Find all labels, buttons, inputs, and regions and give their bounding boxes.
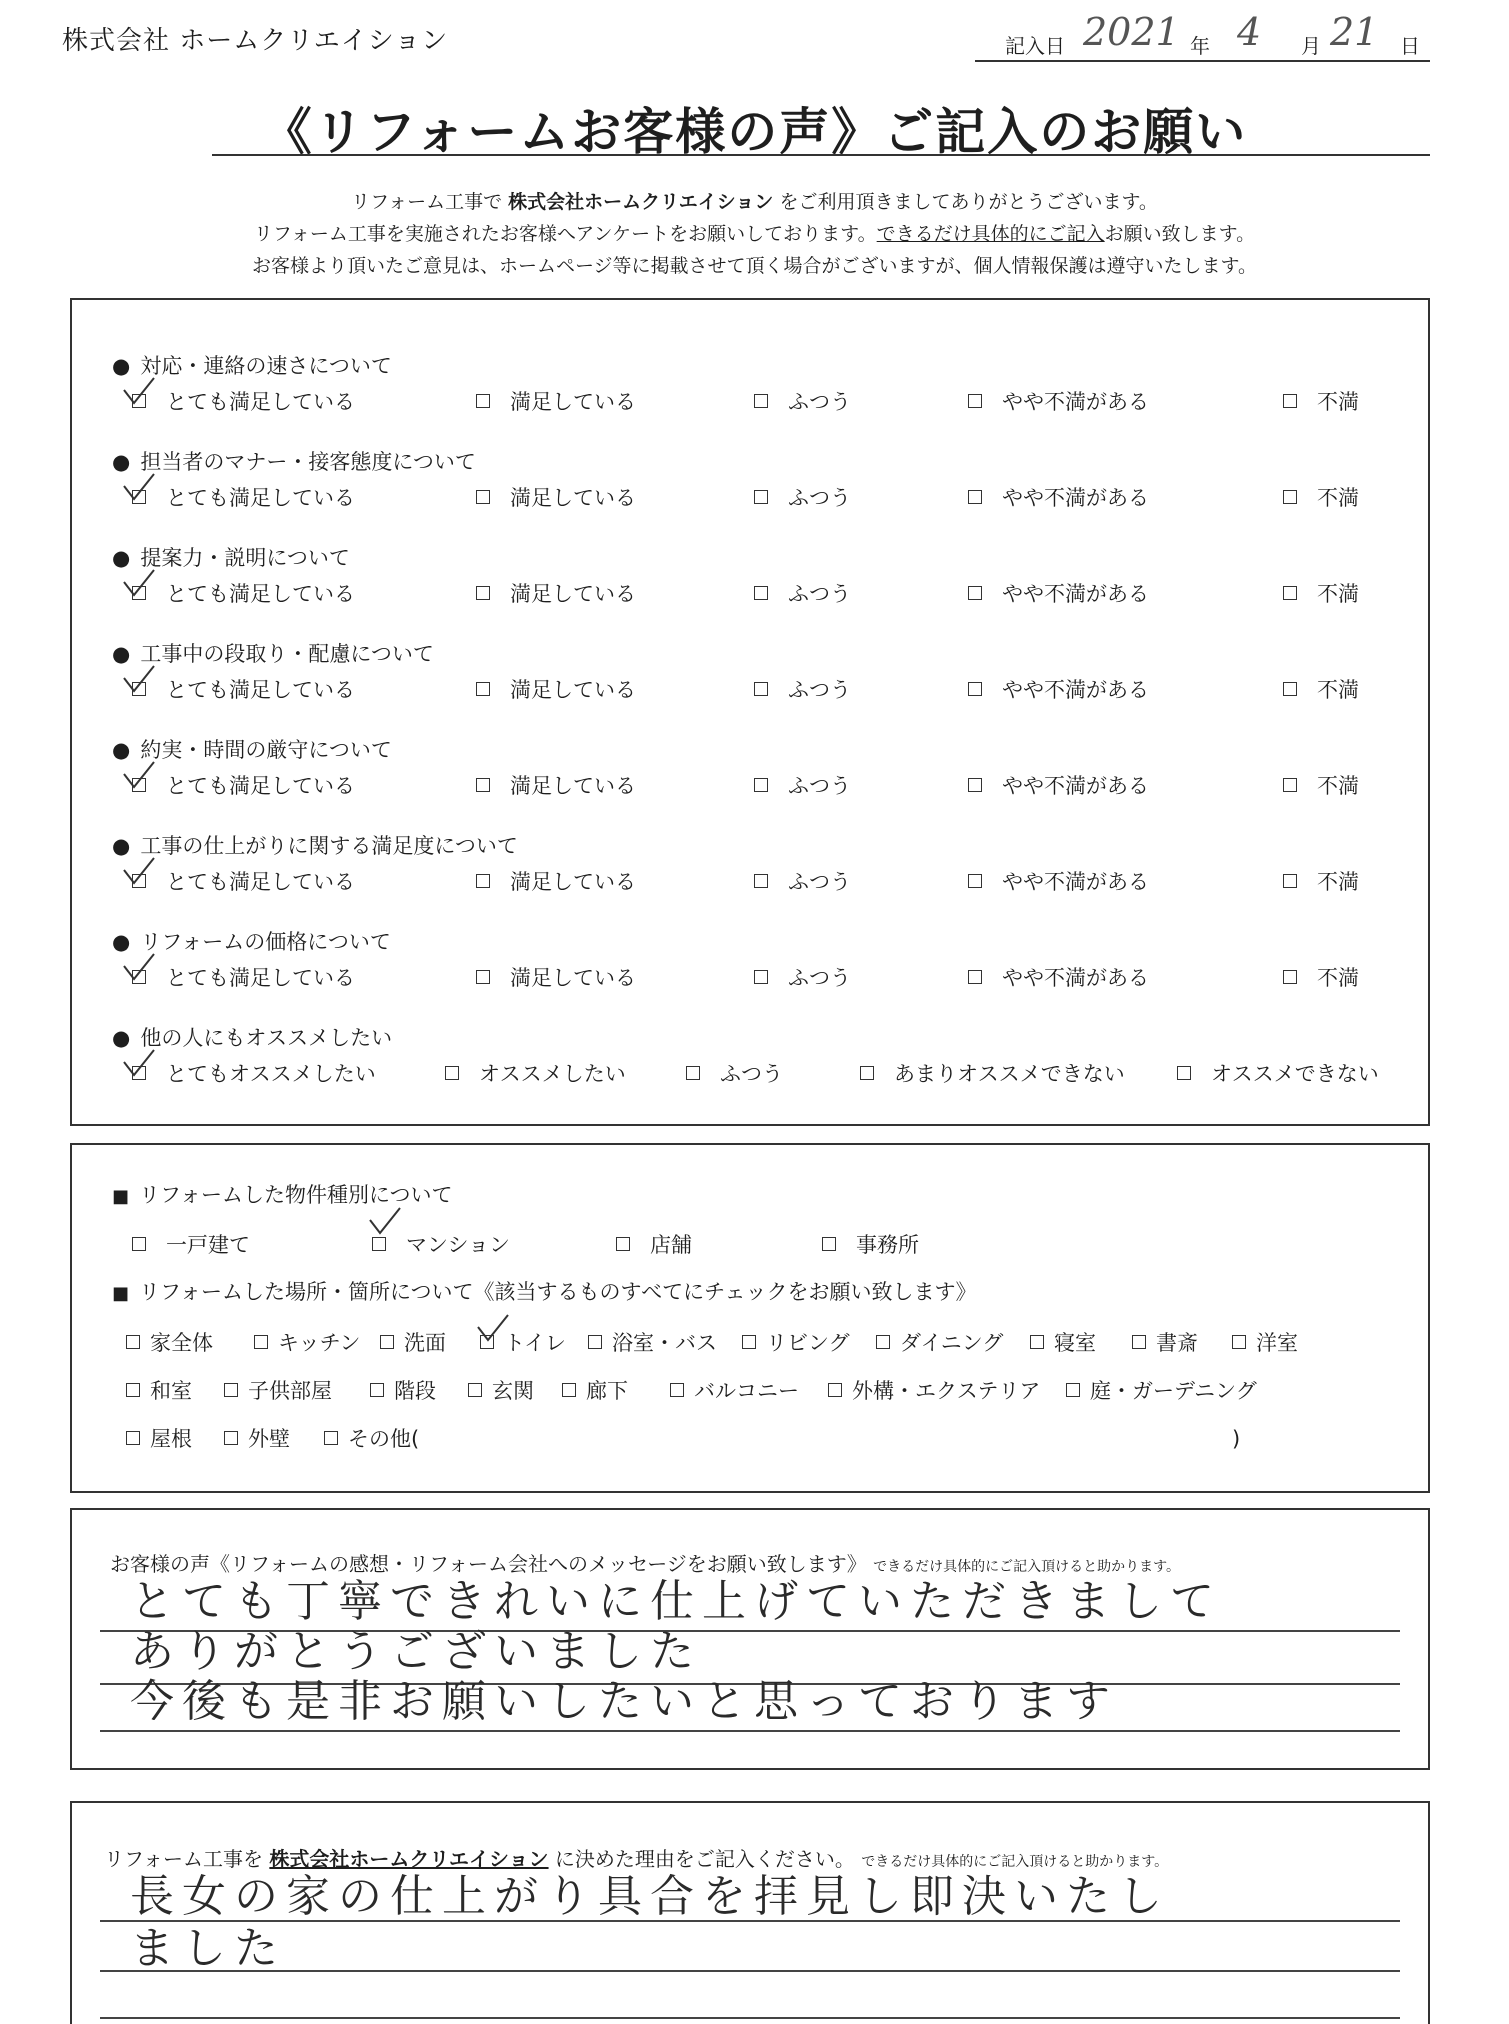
- checkmark-icon: [122, 760, 156, 790]
- option-checkbox[interactable]: [754, 586, 768, 600]
- option-checkbox[interactable]: [1283, 586, 1297, 600]
- date-day-unit: 日: [1400, 34, 1420, 58]
- option-checkbox[interactable]: [1177, 1066, 1191, 1080]
- option-checkbox[interactable]: [968, 490, 982, 504]
- option-label: やや不満がある: [1002, 966, 1149, 990]
- other-close-paren: ): [1232, 1427, 1241, 1451]
- survey-option[interactable]: [132, 386, 355, 416]
- option-label: やや不満がある: [1002, 582, 1149, 606]
- option-checkbox[interactable]: [562, 1383, 576, 1397]
- survey-option[interactable]: [476, 578, 636, 608]
- survey-option[interactable]: [132, 1058, 376, 1088]
- survey-option[interactable]: [968, 578, 1149, 608]
- option-checkbox[interactable]: [686, 1066, 700, 1080]
- option-checkbox[interactable]: [968, 778, 982, 792]
- intro-text: をご利用頂きましてありがとうございます。: [773, 191, 1158, 213]
- option-label: 店舗: [650, 1233, 692, 1257]
- checkmark-icon: [122, 952, 156, 982]
- survey-option[interactable]: [968, 770, 1149, 800]
- voice-note: できるだけ具体的にご記入頂けると助かります。: [873, 1559, 1181, 1575]
- option-label: やや不満がある: [1002, 774, 1149, 798]
- option-label: 外構・エクステリア: [852, 1379, 1041, 1403]
- date-month-handwritten: 4: [1237, 10, 1262, 54]
- option-label: 子供部屋: [248, 1379, 332, 1403]
- option-checkbox[interactable]: [1283, 970, 1297, 984]
- option-checkbox[interactable]: [876, 1335, 890, 1349]
- survey-option[interactable]: [968, 866, 1149, 896]
- option-checkbox[interactable]: [476, 874, 490, 888]
- option-checkbox[interactable]: [370, 1383, 384, 1397]
- option-checkbox[interactable]: [468, 1383, 482, 1397]
- option-label: 外壁: [248, 1427, 290, 1451]
- option-checkbox[interactable]: [588, 1335, 602, 1349]
- option-label: 満足している: [510, 486, 636, 510]
- survey-option[interactable]: [476, 866, 636, 896]
- option-checkbox[interactable]: [224, 1431, 238, 1445]
- option-checkbox[interactable]: [1132, 1335, 1146, 1349]
- survey-option[interactable]: [754, 578, 851, 608]
- intro-company: 株式会社ホームクリエイション: [508, 191, 774, 213]
- option-label: とても満足している: [166, 870, 355, 894]
- option-checkbox[interactable]: [754, 874, 768, 888]
- option-checkbox[interactable]: [968, 970, 982, 984]
- intro-line-3: お客様より頂いたご意見は、ホームページ等に掲載させて頂く場合がございますが、個人情報保護は遵守いたします。: [251, 255, 1258, 277]
- option-checkbox[interactable]: [224, 1383, 238, 1397]
- reason-ruled-line: [100, 1970, 1400, 1972]
- option-checkbox[interactable]: [670, 1383, 684, 1397]
- reason-handwritten-line: 長女の家の仕上がり具合を拝見し即決いたし: [130, 1871, 1170, 1922]
- voice-ruled-line: [100, 1730, 1400, 1732]
- intro-text: リフォーム工事を実施されたお客様へアンケートをお願いしております。: [253, 223, 877, 245]
- date-month-unit: 月: [1301, 34, 1321, 58]
- renovation-place-option[interactable]: [370, 1375, 436, 1405]
- renovation-place-option[interactable]: [876, 1327, 1003, 1357]
- renovation-place-option[interactable]: [126, 1423, 192, 1453]
- option-label: マンション: [406, 1233, 511, 1257]
- title-divider: [212, 154, 1430, 156]
- survey-option[interactable]: [860, 1058, 1125, 1088]
- option-label: ふつう: [788, 774, 851, 798]
- option-label: 廊下: [586, 1379, 628, 1403]
- renovation-place-option[interactable]: [562, 1375, 628, 1405]
- option-checkbox[interactable]: [476, 778, 490, 792]
- option-label: とても満足している: [166, 486, 355, 510]
- option-label: キッチン: [278, 1331, 361, 1355]
- page-title: 《リフォームお客様の声》ご記入のお願い: [261, 103, 1248, 161]
- option-label: 満足している: [510, 390, 636, 414]
- option-label: あまりオススメできない: [894, 1062, 1125, 1086]
- renovation-place-option[interactable]: [588, 1327, 717, 1357]
- company-name: 株式会社 ホームクリエイション: [62, 26, 449, 56]
- option-label: 一戸建て: [166, 1233, 250, 1257]
- option-checkbox[interactable]: [476, 586, 490, 600]
- option-checkbox[interactable]: [372, 1237, 386, 1251]
- date-day-handwritten: 21: [1330, 10, 1379, 54]
- option-label: 家全体: [150, 1331, 213, 1355]
- voice-handwritten-line: とても丁寧できれいに仕上げていただきまして: [130, 1576, 1222, 1627]
- option-label: とても満足している: [166, 678, 355, 702]
- option-checkbox[interactable]: [254, 1335, 268, 1349]
- survey-question-title: ● 他の人にもオススメしたい: [112, 1022, 392, 1052]
- checkmark-icon: [122, 1048, 156, 1078]
- renovation-place-option[interactable]: [670, 1375, 799, 1405]
- voice-handwritten-line: 今後も是非お願いしたいと思っております: [130, 1676, 1118, 1727]
- survey-option[interactable]: [132, 770, 355, 800]
- survey-option[interactable]: [968, 674, 1149, 704]
- checkmark-icon: [368, 1206, 402, 1236]
- reason-title-text: リフォーム工事を: [104, 1847, 270, 1871]
- option-checkbox[interactable]: [1030, 1335, 1044, 1349]
- renovation-place-option[interactable]: [1030, 1327, 1096, 1357]
- survey-option[interactable]: [968, 962, 1149, 992]
- survey-question-title: ● 提案力・説明について: [112, 542, 350, 572]
- renovation-place-option[interactable]: [126, 1327, 213, 1357]
- renovation-place-option[interactable]: [1066, 1375, 1257, 1405]
- option-label: 不満: [1317, 870, 1359, 894]
- option-label: 浴室・バス: [612, 1331, 717, 1355]
- survey-option[interactable]: [1177, 1058, 1379, 1088]
- option-label: とても満足している: [166, 966, 355, 990]
- survey-option[interactable]: [754, 962, 851, 992]
- survey-question-title: ● 約実・時間の厳守について: [112, 734, 392, 764]
- option-label: やや不満がある: [1002, 678, 1149, 702]
- intro-text: お願い致します。: [1104, 223, 1256, 245]
- survey-question-title: ● 対応・連絡の速さについて: [112, 350, 392, 380]
- voice-title-text: お客様の声《リフォームの感想・リフォーム会社へのメッセージをお願い致します》: [110, 1552, 867, 1576]
- option-checkbox[interactable]: [132, 1237, 146, 1251]
- survey-option[interactable]: [132, 578, 355, 608]
- option-checkbox[interactable]: [742, 1335, 756, 1349]
- property-type-option[interactable]: [616, 1229, 692, 1259]
- option-label: 庭・ガーデニング: [1090, 1379, 1257, 1403]
- option-label: 書斎: [1156, 1331, 1198, 1355]
- option-checkbox[interactable]: [754, 490, 768, 504]
- option-label: 和室: [150, 1379, 192, 1403]
- option-label: 満足している: [510, 582, 636, 606]
- renovation-place-option[interactable]: [468, 1375, 534, 1405]
- option-label: 事務所: [856, 1233, 919, 1257]
- renovation-place-option[interactable]: [1132, 1327, 1198, 1357]
- option-checkbox[interactable]: [968, 874, 982, 888]
- option-checkbox[interactable]: [968, 586, 982, 600]
- option-label: とても満足している: [166, 582, 355, 606]
- checkmark-icon: [122, 472, 156, 502]
- option-checkbox[interactable]: [324, 1431, 338, 1445]
- option-label: トイレ: [504, 1331, 566, 1355]
- option-label: 満足している: [510, 678, 636, 702]
- property-type-option[interactable]: [822, 1229, 919, 1259]
- renovation-place-option[interactable]: [380, 1327, 446, 1357]
- renovation-place-title: ■ リフォームした場所・箇所について《該当するものすべてにチェックをお願い致します》: [112, 1276, 977, 1306]
- option-checkbox[interactable]: [616, 1237, 630, 1251]
- survey-option[interactable]: [476, 962, 636, 992]
- option-checkbox[interactable]: [1283, 490, 1297, 504]
- survey-option[interactable]: [476, 770, 636, 800]
- option-label: その他(: [348, 1427, 420, 1451]
- option-label: やや不満がある: [1002, 486, 1149, 510]
- property-type-option[interactable]: [132, 1229, 250, 1259]
- option-checkbox[interactable]: [1232, 1335, 1246, 1349]
- option-label: リビング: [766, 1331, 850, 1355]
- option-label: 満足している: [510, 774, 636, 798]
- survey-option[interactable]: [754, 866, 851, 896]
- intro-emphasis: できるだけ具体的にご記入: [876, 223, 1105, 245]
- option-label: ダイニング: [900, 1331, 1004, 1355]
- option-label: ふつう: [788, 390, 851, 414]
- option-label: とても満足している: [166, 774, 355, 798]
- option-checkbox[interactable]: [126, 1383, 140, 1397]
- renovation-place-option[interactable]: [742, 1327, 850, 1357]
- option-checkbox[interactable]: [754, 970, 768, 984]
- option-checkbox[interactable]: [476, 394, 490, 408]
- option-label: やや不満がある: [1002, 870, 1149, 894]
- renovation-place-option[interactable]: [828, 1375, 1040, 1405]
- intro-text: リフォーム工事で: [351, 191, 509, 213]
- option-label: 洗面: [404, 1331, 446, 1355]
- option-label: やや不満がある: [1002, 390, 1149, 414]
- option-checkbox[interactable]: [1283, 874, 1297, 888]
- survey-option[interactable]: [132, 674, 355, 704]
- option-label: 不満: [1317, 678, 1359, 702]
- option-checkbox[interactable]: [1283, 394, 1297, 408]
- option-label: とてもオススメしたい: [166, 1062, 376, 1086]
- option-label: バルコニー: [694, 1379, 799, 1403]
- option-label: ふつう: [788, 582, 851, 606]
- option-checkbox[interactable]: [476, 490, 490, 504]
- option-checkbox[interactable]: [968, 394, 982, 408]
- option-checkbox[interactable]: [860, 1066, 874, 1080]
- entry-date-field[interactable]: [975, 10, 1430, 62]
- option-label: とても満足している: [166, 390, 355, 414]
- survey-option[interactable]: [1283, 578, 1359, 608]
- option-checkbox[interactable]: [754, 394, 768, 408]
- option-label: 屋根: [150, 1427, 192, 1451]
- checkmark-icon: [122, 568, 156, 598]
- option-label: ふつう: [788, 486, 851, 510]
- survey-option[interactable]: [1283, 962, 1359, 992]
- option-checkbox[interactable]: [476, 970, 490, 984]
- option-checkbox[interactable]: [1283, 682, 1297, 696]
- voice-handwritten-line: ありがとうございました: [130, 1626, 702, 1677]
- option-label: 満足している: [510, 870, 636, 894]
- option-label: 寝室: [1054, 1331, 1096, 1355]
- survey-option[interactable]: [754, 674, 851, 704]
- option-checkbox[interactable]: [445, 1066, 459, 1080]
- checkmark-icon: [122, 664, 156, 694]
- date-label: 記入日: [1005, 34, 1065, 58]
- option-checkbox[interactable]: [126, 1431, 140, 1445]
- option-label: オススメできない: [1211, 1062, 1379, 1086]
- option-label: 満足している: [510, 966, 636, 990]
- survey-option[interactable]: [968, 386, 1149, 416]
- property-type-title: ■ リフォームした物件種別について: [112, 1179, 453, 1209]
- date-year-handwritten: 2021: [1083, 10, 1180, 54]
- renovation-place-option[interactable]: [254, 1327, 361, 1357]
- option-label: 不満: [1317, 486, 1359, 510]
- option-checkbox[interactable]: [380, 1335, 394, 1349]
- checkmark-icon: [476, 1313, 510, 1343]
- survey-option[interactable]: [1283, 386, 1359, 416]
- option-label: ふつう: [720, 1062, 783, 1086]
- option-label: 階段: [394, 1379, 436, 1403]
- survey-option[interactable]: [1283, 482, 1359, 512]
- option-checkbox[interactable]: [1066, 1383, 1080, 1397]
- survey-option[interactable]: [445, 1058, 626, 1088]
- option-label: 洋室: [1256, 1331, 1298, 1355]
- survey-option[interactable]: [754, 386, 851, 416]
- survey-option[interactable]: [132, 482, 355, 512]
- renovation-place-option[interactable]: [224, 1423, 290, 1453]
- survey-option[interactable]: [686, 1058, 783, 1088]
- survey-option[interactable]: [754, 482, 851, 512]
- option-checkbox[interactable]: [754, 682, 768, 696]
- option-label: 不満: [1317, 966, 1359, 990]
- survey-question-title: ● 工事の仕上がりに関する満足度について: [112, 830, 518, 860]
- survey-option[interactable]: [1283, 866, 1359, 896]
- option-label: ふつう: [788, 870, 851, 894]
- survey-option[interactable]: [476, 482, 636, 512]
- option-label: ふつう: [788, 678, 851, 702]
- option-checkbox[interactable]: [1283, 778, 1297, 792]
- intro-line-1: [0, 187, 1509, 214]
- survey-option[interactable]: [132, 866, 355, 896]
- date-year-unit: 年: [1190, 34, 1210, 58]
- option-label: ふつう: [788, 966, 851, 990]
- intro-line-2: [0, 219, 1509, 246]
- reason-ruled-line: [100, 2017, 1400, 2019]
- renovation-place-option[interactable]: [126, 1375, 192, 1405]
- renovation-place-option[interactable]: [1232, 1327, 1298, 1357]
- option-checkbox[interactable]: [754, 778, 768, 792]
- survey-question-title: ● リフォームの価格について: [112, 926, 391, 956]
- survey-question-title: ● 工事中の段取り・配慮について: [112, 638, 434, 668]
- satisfaction-survey-box: [70, 298, 1430, 1126]
- survey-option[interactable]: [754, 770, 851, 800]
- survey-option[interactable]: [1283, 674, 1359, 704]
- reason-note: できるだけ具体的にご記入頂けると助かります。: [861, 1854, 1169, 1870]
- option-label: 不満: [1317, 582, 1359, 606]
- option-label: オススメしたい: [479, 1062, 626, 1086]
- checkmark-icon: [122, 376, 156, 406]
- renovation-place-option[interactable]: [324, 1423, 419, 1453]
- option-checkbox[interactable]: [126, 1335, 140, 1349]
- reason-handwritten-line: ました: [130, 1923, 286, 1974]
- option-label: 不満: [1317, 390, 1359, 414]
- option-checkbox[interactable]: [476, 682, 490, 696]
- survey-option[interactable]: [132, 962, 355, 992]
- option-checkbox[interactable]: [968, 682, 982, 696]
- survey-option[interactable]: [476, 386, 636, 416]
- survey-option[interactable]: [476, 674, 636, 704]
- survey-option[interactable]: [1283, 770, 1359, 800]
- reason-title-text: に決めた理由をご記入ください。: [548, 1847, 855, 1871]
- reason-company: 株式会社ホームクリエイション: [269, 1847, 549, 1871]
- checkmark-icon: [122, 856, 156, 886]
- option-checkbox[interactable]: [828, 1383, 842, 1397]
- option-label: 玄関: [492, 1379, 534, 1403]
- renovation-place-option[interactable]: [224, 1375, 332, 1405]
- survey-option[interactable]: [968, 482, 1149, 512]
- option-checkbox[interactable]: [822, 1237, 836, 1251]
- survey-question-title: ● 担当者のマナー・接客態度について: [112, 446, 476, 476]
- option-label: 不満: [1317, 774, 1359, 798]
